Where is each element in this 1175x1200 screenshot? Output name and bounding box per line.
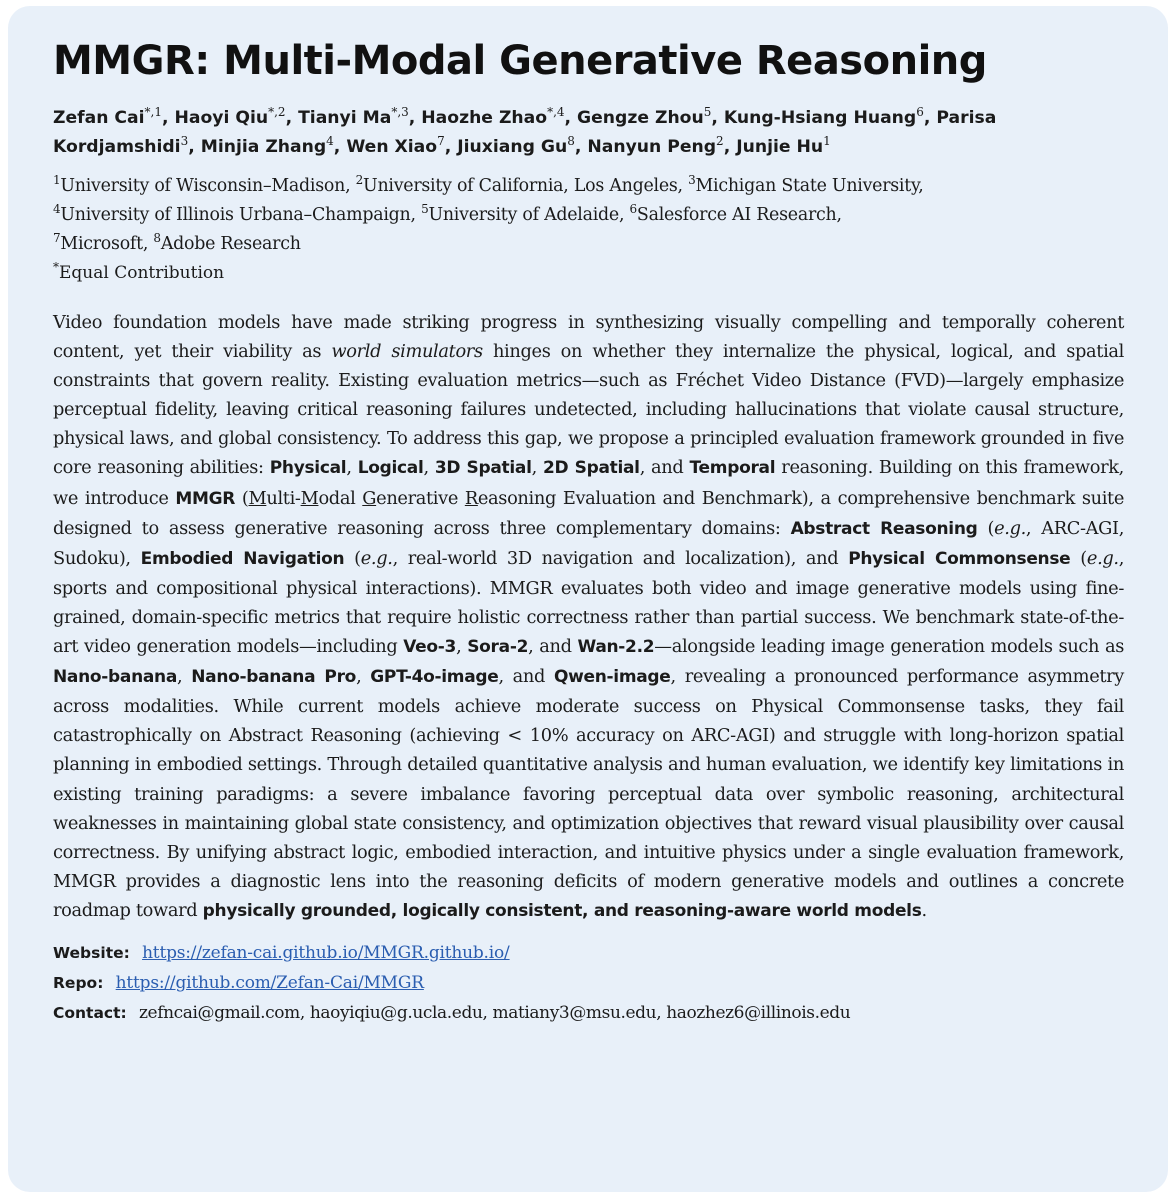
- italic-term: e.g.: [360, 547, 393, 569]
- emphasis-term: Nano-banana Pro: [191, 667, 357, 688]
- author-affiliation-mark: 1: [823, 134, 831, 148]
- equal-contribution-note: *Equal Contribution: [53, 260, 225, 283]
- emphasis-term: physically grounded, logically consistent, and reasoning-aware world models: [202, 900, 922, 921]
- abstract-text: easoning Evaluation and Benchmark), a comprehensive benchmark suite designed to assess generative reasoning across three complementary domains:: [53, 487, 1125, 539]
- abstract-text: (: [1070, 547, 1087, 569]
- website-link[interactable]: https://zefan-cai.github.io/MMGR.github.io/: [142, 942, 510, 963]
- abstract-text: , revealing a pronounced performance asymmetry across modalities. While current models achieve moderate success on Physical Commonsense tasks, they fail catastrophically on Abstract Reasoning (achieving < 10% accuracy on ARC-AGI) and struggle with long-horizon spatial planning in embodied settings. Through detailed quantitative analysis and human evaluation, we identify key limitations in existing training paradigms: a severe imbalance favoring perceptual data over symbolic reasoning, architectural weaknesses in maintaining global state consistency, and optimization objectives that reward visual plausibility over causal correctness. By unifying abstract logic, embodied interaction, and intuitive physics under a single evaluation framework, MMGR provides a diagnostic lens into the reasoning deficits of modern generative models and outlines a concrete roadmap toward: [53, 666, 1125, 921]
- author: Haozhe Zhao$^{*,4}$,: [421, 105, 578, 128]
- emphasis-term: MMGR: [175, 488, 236, 509]
- abstract-text: Video foundation models have made striking progress in synthesizing visually compelling and temporally coherent content, yet their viability as: [53, 312, 1124, 363]
- emphasis-term: Temporal: [689, 458, 776, 479]
- author-affiliation-mark: *,1: [144, 105, 162, 119]
- author: Minjia Zhang$^4$,: [200, 134, 347, 157]
- emphasis-term: Abstract Reasoning: [790, 518, 978, 539]
- affiliation: $^6$Salesforce AI Research,: [629, 202, 842, 225]
- author: Nanyun Peng$^2$,: [587, 134, 737, 157]
- abstract-text: (: [235, 487, 249, 509]
- repo-link[interactable]: https://github.com/Zefan-Cai/MMGR: [115, 972, 424, 993]
- affiliation: $^1$University of Wisconsin–Madison,: [53, 173, 356, 196]
- author-affiliation-mark: 5: [703, 105, 712, 119]
- abstract-text: odal: [318, 487, 363, 509]
- author-affiliation-mark: 3: [180, 134, 189, 148]
- website-label: Website:: [53, 943, 130, 962]
- abstract-text: ,: [346, 457, 358, 479]
- emphasis-term: Wan-2.2: [577, 637, 655, 658]
- contact-emails: zefncai@gmail.com, haoyiqiu@g.ucla.edu, matiany3@msu.edu, haozhez6@illinois.edu: [138, 1002, 851, 1023]
- abstract-text: ,: [177, 666, 192, 688]
- author: Tianyi $Ma^{*,3}$,: [298, 105, 422, 128]
- abstract-text: .: [921, 899, 927, 921]
- repo-row: [53, 968, 1124, 998]
- emphasis-term: Physical: [269, 458, 347, 479]
- emphasis-term: Embodied Navigation: [140, 548, 345, 569]
- abstract-text: hinges on whether they internalize the physical, logical, and spatial constraints that govern reality. Existing evaluation metrics—such as Fréchet Video Distance (FVD)—largely emphasize perceptual fidelity, leaving critical reasoning failures undetected, including hallucinations that violate causal structure, physical laws, and global consistency. To address this gap, we propose a principled evaluation framework grounded in five core reasoning abilities:: [53, 341, 1125, 479]
- emphasis-term: Physical Commonsense: [848, 548, 1071, 569]
- acronym-letter: G: [362, 487, 377, 509]
- abstract-text: ,: [356, 666, 371, 688]
- emphasis-term: GPT-4o-image: [370, 667, 499, 688]
- abstract-body: [53, 308, 1124, 926]
- emphasis-term: Veo-3: [403, 637, 457, 658]
- affiliation: $^5$University of Adelaide,: [421, 202, 630, 225]
- author: Wen Xiao$^7$,: [346, 134, 458, 157]
- author-affiliation-mark: *,4: [547, 105, 565, 119]
- affiliation: $^4$University of Illinois Urbana–Champaign,: [53, 202, 422, 225]
- abstract-text: , and: [498, 666, 554, 688]
- abstract-text: , sports and compositional physical interactions). MMGR evaluates both video and image generative models using fine-grained, domain-specific metrics that require holistic correctness rather than partial success. We benchmark state-of-the-art video generation models—including: [53, 547, 1125, 658]
- affiliation: $^2$University of California, Los Angeles,: [355, 173, 689, 196]
- repo-label: Repo:: [53, 973, 104, 992]
- abstract-text: , ARC-AGI, Sudoku),: [53, 517, 1124, 569]
- author: Parisa Kordjamshidi$^3$,: [53, 108, 997, 157]
- author: Jiuxiang Gu$^8$,: [457, 134, 588, 157]
- emphasis-term: Sora-2: [467, 637, 529, 658]
- acronym-letter: M: [300, 487, 319, 509]
- author-affiliation-mark: 6: [916, 105, 924, 119]
- abstract-text: ,: [423, 457, 435, 479]
- abstract-text: reasoning. Building on this framework, we introduce: [53, 457, 1124, 509]
- author-list: [53, 104, 1124, 162]
- abstract-text: ,: [456, 636, 468, 658]
- acronym-letter: R: [464, 487, 478, 509]
- paper-title: MMGR: Multi-Modal Generative Reasoning: [53, 38, 987, 84]
- author: Kung-Hsiang Huang$^6$,: [723, 105, 937, 128]
- italic-term: e.g.: [994, 517, 1026, 539]
- author-affiliation-mark: 8: [567, 134, 575, 148]
- author: Haoyi Qiu$^{*,2}$,: [174, 105, 299, 128]
- affiliation: $^3$Michigan State University,: [688, 173, 924, 196]
- abstract-text: ,: [531, 457, 543, 479]
- website-row: [53, 938, 1124, 968]
- abstract-text: —alongside leading image generation models such as: [654, 636, 1125, 658]
- emphasis-term: Logical: [357, 458, 424, 479]
- abstract-text: , and: [639, 457, 690, 479]
- author-affiliation-mark: 2: [716, 134, 724, 148]
- abstract-text: enerative: [376, 487, 465, 509]
- abstract-card: [8, 6, 1168, 1192]
- abstract-text: , real-world 3D navigation and localization), and: [392, 547, 849, 569]
- italic-term: e.g.: [1086, 547, 1119, 569]
- author: Zefan Cai$^{*,1}$,: [53, 105, 175, 128]
- affiliation: $^7$Microsoft,: [53, 231, 154, 254]
- contact-row: [53, 998, 1124, 1028]
- abstract-text: ulti-: [266, 487, 301, 509]
- emphasis-term: 3D Spatial: [434, 458, 532, 479]
- abstract-text: (: [977, 517, 995, 539]
- affiliation: $^8$Adobe Research: [153, 231, 301, 254]
- emphasis-term: 2D Spatial: [542, 458, 640, 479]
- emphasis-term: Qwen-image: [553, 667, 671, 688]
- abstract-text: , and: [528, 636, 578, 658]
- author-affiliation-mark: 7: [437, 134, 445, 148]
- acronym-letter: M: [248, 487, 267, 509]
- author: Gengze Zhou$^5$,: [577, 105, 724, 128]
- author-affiliation-mark: 4: [326, 134, 334, 148]
- author-affiliation-mark: *,3: [391, 105, 409, 119]
- author-affiliation-mark: *,2: [268, 105, 286, 119]
- author: Junjie Hu$^1$: [736, 134, 831, 157]
- abstract-text: (: [344, 547, 361, 569]
- affiliation-list: [53, 172, 1124, 259]
- emphasis-term: Nano-banana: [53, 667, 178, 688]
- italic-term: world simulators: [331, 341, 483, 363]
- contact-label: Contact:: [53, 1003, 127, 1022]
